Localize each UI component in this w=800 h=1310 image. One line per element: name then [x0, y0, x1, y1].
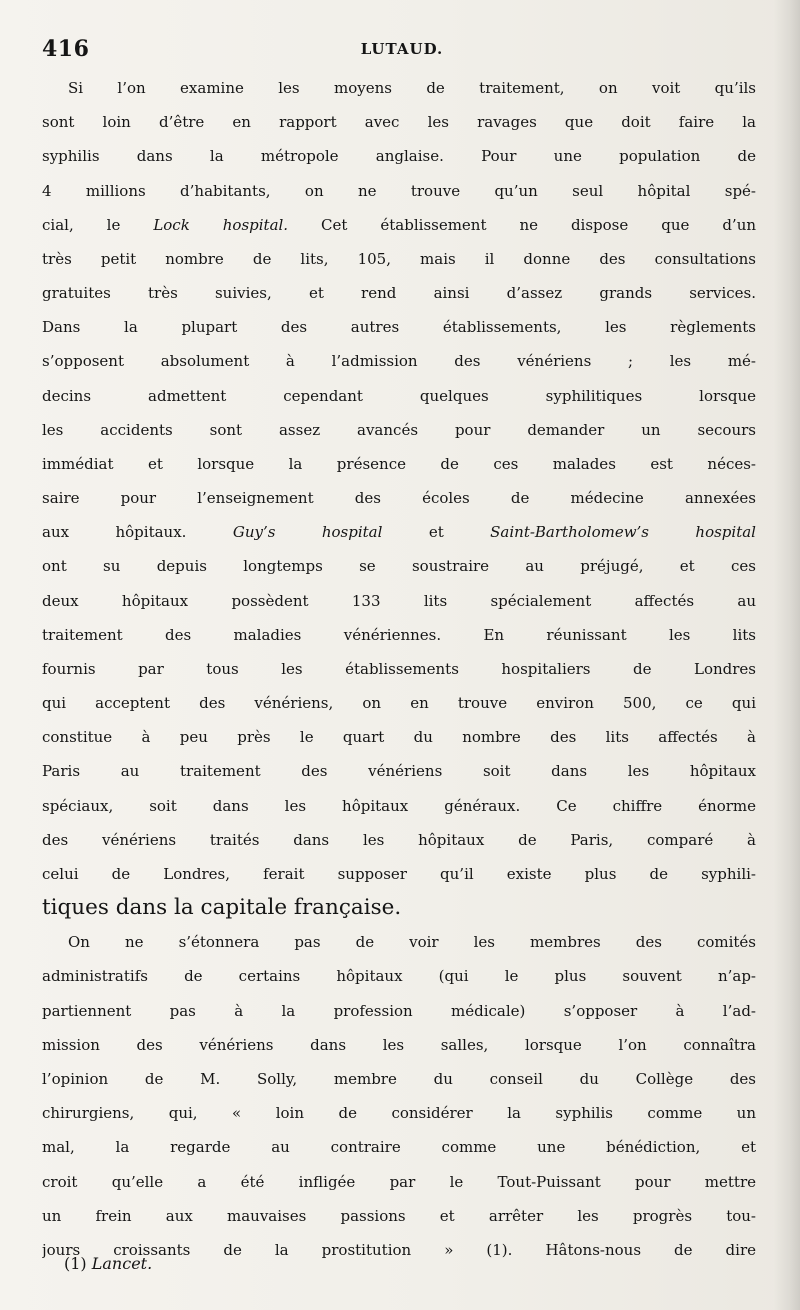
text-line: administratifs de certains hôpitaux (qui le plus souvent n’ap- — [42, 967, 756, 986]
text-line: immédiat et lorsque la présence de ces malades est néces- — [42, 454, 756, 473]
page-header — [42, 36, 762, 62]
text-line: jours croissants de la prostitution » (1). Hâtons-nous de dire — [42, 1240, 756, 1259]
text-line: gratuites très suivies, et rend ainsi d’assez grands services. — [42, 284, 756, 303]
text-line: Dans la plupart des autres établissements, les règlements — [42, 318, 756, 337]
italic-term: Saint-Bartholomew’s hospital — [490, 523, 756, 542]
text-line: saire pour l’enseignement des écoles de médecine annexées — [42, 489, 756, 508]
text-line: qui acceptent des vénériens, on en trouve environ 500, ce qui — [42, 694, 756, 713]
text-line: très petit nombre de lits, 105, mais il donne des consultations — [42, 249, 756, 268]
text-line: Si l’on examine les moyens de traitement, on voit qu’ils — [68, 79, 756, 97]
footnote-marker: (1) — [64, 1254, 87, 1273]
text-line: mission des vénériens dans les salles, lorsque l’on connaîtra — [42, 1035, 756, 1054]
text-line: On ne s’étonnera pas de voir les membres des comités — [68, 933, 756, 952]
text-line: 4 millions d’habitants, on ne trouve qu’un seul hôpital spé- — [42, 181, 756, 200]
text-line: des vénériens traités dans les hôpitaux de Paris, comparé à — [42, 830, 756, 849]
text-line: aux hôpitaux. Guy’s hospital et Saint-Bartholomew’s hospital — [42, 523, 756, 542]
text-line: un frein aux mauvaises passions et arrêter les progrès tou- — [42, 1206, 756, 1225]
footnote-text: Lancet. — [91, 1254, 153, 1273]
text-line: celui de Londres, ferait supposer qu’il existe plus de syphili- — [42, 864, 756, 883]
text-line: croit qu’elle a été infligée par le Tout-Puissant pour mettre — [42, 1172, 756, 1191]
italic-term: Lock hospital. — [153, 215, 289, 234]
text-line: spéciaux, soit dans les hôpitaux généraux. Ce chiffre énorme — [42, 796, 756, 815]
text-line: fournis par tous les établissements hospitaliers de Londres — [42, 659, 756, 678]
text-line: chirurgiens, qui, « loin de considérer la syphilis comme un — [42, 1104, 756, 1123]
text-line: l’opinion de M. Solly, membre du conseil du Collège des — [42, 1069, 756, 1088]
italic-term: Guy’s hospital — [232, 523, 383, 542]
text-line: traitement des maladies vénériennes. En réunissant les lits — [42, 625, 756, 644]
page-edge-shadow — [774, 0, 800, 1310]
text-line: syphilis dans la métropole anglaise. Pour une population de — [42, 147, 756, 166]
footnote — [64, 1252, 152, 1276]
text-line: partiennent pas à la profession médicale) s’opposer à l’ad- — [42, 1001, 756, 1020]
running-head: LUTAUD. — [360, 40, 444, 58]
text-line: Paris au traitement des vénériens soit dans les hôpitaux — [42, 762, 756, 781]
text-line: tiques dans la capitale française. — [42, 895, 402, 921]
text-line: mal, la regarde au contraire comme une bénédiction, et — [42, 1138, 756, 1157]
text-line: sont loin d’être en rapport avec les ravages que doit faire la — [42, 113, 756, 132]
text-line: ont su depuis longtemps se soustraire au préjugé, et ces — [42, 557, 756, 576]
text-line: constitue à peu près le quart du nombre des lits affectés à — [42, 728, 756, 747]
text-line: s’opposent absolument à l’admission des vénériens ; les mé- — [42, 352, 756, 371]
body-text — [42, 71, 756, 1267]
page-number: 416 — [42, 36, 90, 62]
text-line: decins admettent cependant quelques syphilitiques lorsque — [42, 386, 756, 405]
text-line: cial, le Lock hospital. Cet établissement ne dispose que d’un — [42, 215, 756, 234]
text-line: les accidents sont assez avancés pour demander un secours — [42, 420, 756, 439]
text-line: deux hôpitaux possèdent 133 lits spécialement affectés au — [42, 591, 756, 610]
